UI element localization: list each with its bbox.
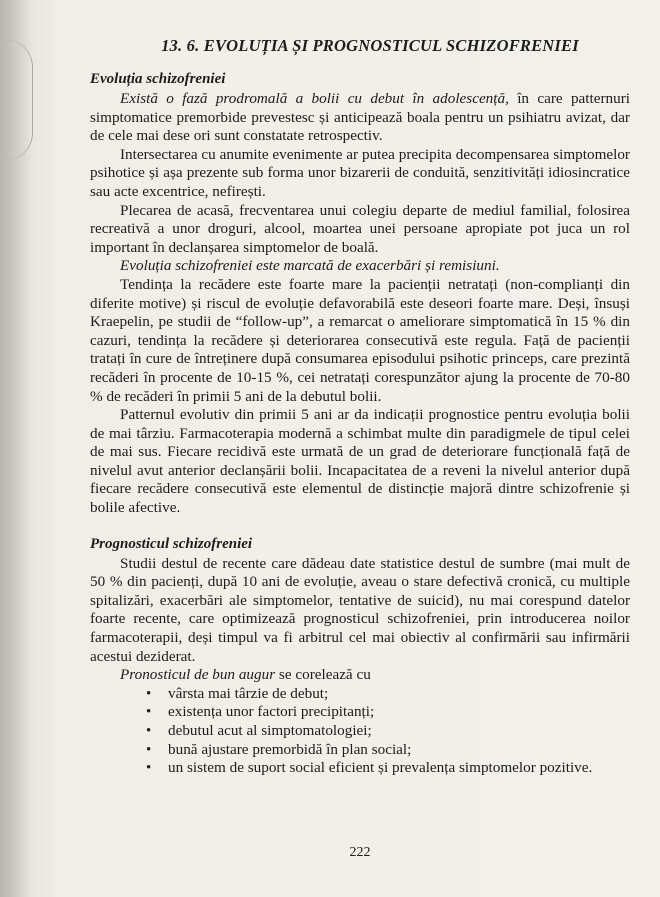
paragraph: Studii destul de recente care dădeau date statistice destul de sumbre (mai mult de 50 % din pacienți, după 10 ani de evoluție, aveau o stare defectivă cronică, cu multiple spitalizări, exacerbări ale simptomelor, tentative de suicid), nu mai corespund datelor foarte recente, care optimizează prognosticul schizofreniei, prin introducerea noilor farmacoterapii, deși timpul va fi arbitrul cel mai obiectiv al confirmării sau infirmării acestui deziderat.	[90, 554, 630, 665]
paragraph: Plecarea de acasă, frecventarea unui colegiu departe de mediul familial, folosirea recreativă a unor droguri, alcool, moartea unei persoane apropiate pot juca un rol important în declanșarea simptomelor de boală.	[90, 201, 630, 256]
list-item: • existența unor factori precipitanți;	[146, 703, 630, 722]
section-heading-evolution: Evoluția schizofreniei	[90, 71, 226, 87]
paragraph	[90, 90, 630, 146]
paragraph	[90, 666, 630, 685]
paragraph-text: în care patternuri simptomatice premorbide prevestesc și anticipează boala pentru un psihiatru avizat, dar de cele mai dese ori sunt constatate retrospectiv.	[90, 90, 630, 145]
list-item: • vârsta mai târzie de debut;	[146, 685, 630, 704]
paragraph: Patternul evolutiv din primii 5 ani ar da indicații prognostice pentru evoluția bolii de mai târziu. Farmacoterapia modernă a schimbat multe din paradigmele de tipul celei de mai sus. Fiecare recidivă este urmată de un grad de deteriorare funcțională față de nivelul avut anterior declanșării bolii. Incapacitatea de a reveni la nivelul anterior după fiecare recădere consecutivă este elementul de distincție majoră dintre schizofrenie și bolile afective.	[90, 406, 630, 517]
page-number: 222	[349, 845, 371, 860]
bullet-list	[90, 685, 630, 778]
paragraph-text: se corelează cu	[275, 666, 371, 684]
section-heading-prognosis: Prognosticul schizofreniei	[90, 535, 253, 552]
list-item: • bună ajustare premorbidă în plan social;	[146, 741, 630, 760]
page-curl	[6, 40, 33, 160]
paragraph: Intersectarea cu anumite evenimente ar putea precipita decompensarea simptomelor psihotice și așa prezente sub forma unor bizarerii de conduită, senzitivități idiosincratice sau acte excentrice, nefirești.	[90, 145, 630, 200]
paragraph	[90, 257, 630, 276]
list-item: • un sistem de suport social eficient și prevalența simptomelor pozitive.	[146, 759, 630, 778]
italic-sentence: Evoluția schizofreniei este marcată de exacerbări și remisiuni.	[120, 257, 500, 275]
italic-phrase: Există o fază prodromală a bolii cu debut în adolescență,	[120, 90, 509, 107]
paragraph: Tendința la recădere este foarte mare la pacienții netratați (non-complianți din diferite motive) și riscul de evoluție defavorabilă este deseori foarte mare. Deși, însuși Kraepelin, pe studii de “follow-up”, a remarcat o ameliorare simptomatică în 15 % din cazuri, tendința la recădere și deteriorarea consecutivă este regula. Față de pacienții tratați în cure de întreținere după consumarea episodului psihotic princeps, care prezintă recăderi în procente de 10-15 %, cei netratați corespunzător ajung la procente de 70-80 % de recăderi în primii 5 ani de la debutul bolii.	[90, 275, 630, 405]
italic-phrase: Pronosticul de bun augur	[120, 666, 276, 684]
chapter-title: 13. 6. EVOLUȚIA ȘI PROGNOSTICUL SCHIZOFRENIEI	[161, 36, 579, 55]
list-item: • debutul acut al simptomatologiei;	[146, 722, 630, 741]
